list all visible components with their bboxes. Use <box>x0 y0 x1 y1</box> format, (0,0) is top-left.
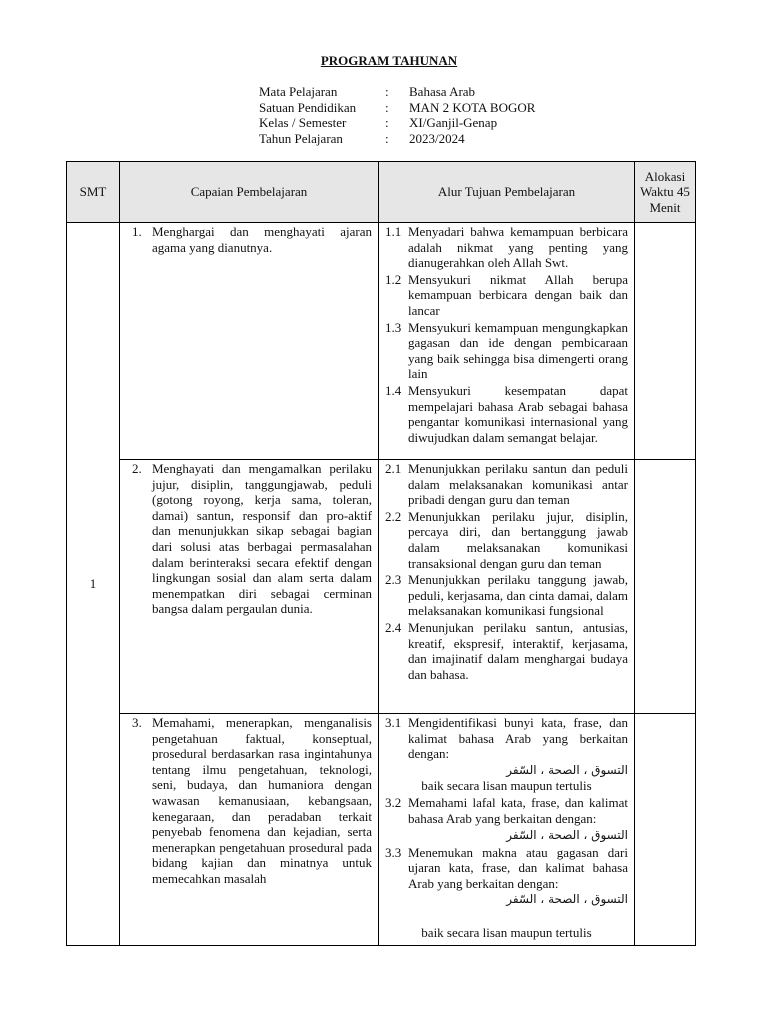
atp-item <box>385 509 628 571</box>
atp-number: 2.2 <box>385 508 402 524</box>
meta-label: Kelas / Semester <box>259 115 347 131</box>
atp-text <box>408 845 628 909</box>
atp-cell <box>379 714 635 946</box>
atp-item <box>385 795 628 843</box>
atp-tail: baik secara lisan maupun tertulis <box>421 777 592 793</box>
atp-item <box>385 845 628 909</box>
atp-text <box>408 715 628 779</box>
table-row <box>67 714 696 946</box>
meta-colon: : <box>385 130 389 146</box>
atp-text: Mensyukuri kesempatan dapat mempelajari bahasa Arab sebagai bahasa pengantar komunikasi internasional yang diwujudkan dalam semangat belajar. <box>408 382 628 445</box>
meta-row-class <box>259 115 535 131</box>
atp-item <box>385 620 628 682</box>
header-alokasi: Alokasi Waktu 45 Menit <box>635 162 696 223</box>
header-alur: Alur Tujuan Pembelajaran <box>379 162 635 223</box>
atp-text <box>408 795 628 843</box>
atp-text: Menyadari bahwa kemampuan berbicara adalah nikmat yang penting yang dianugerahkan oleh Allah Swt. <box>408 224 628 271</box>
meta-value: MAN 2 KOTA BOGOR <box>409 99 536 115</box>
cp-text: Memahami, menerapkan, menganalisis pengetahuan faktual, konseptual, prosedural berdasarkan rasa ingintahunya tentang ilmu pengetahuan, teknologi, seni, budaya, dan humaniora dengan wawasan kemanusiaan, kebangsaan, kenegaraan, dan peradaban terkait penyebab fenomena dan kejadian, serta menerapkan pengetahuan prosedural pada bidang kajian dan minatnya untuk memecahkan masalah <box>152 715 372 886</box>
alokasi-cell <box>635 223 696 460</box>
atp-number: 3.1 <box>385 715 402 730</box>
program-table <box>66 161 696 946</box>
meta-row-subject <box>259 84 535 100</box>
cp-cell <box>120 460 379 714</box>
meta-row-school <box>259 100 535 116</box>
alokasi-cell <box>635 714 696 946</box>
header-smt: SMT <box>67 162 120 223</box>
header-capaian: Capaian Pembelajaran <box>120 162 379 223</box>
atp-text: Menunjukkan perilaku tanggung jawab, peduli, kerjasama, dan cinta damai, dalam melaksanakan komunikasi fungsional <box>408 572 628 619</box>
meta-label: Mata Pelajaran <box>259 84 338 99</box>
atp-number: 2.3 <box>385 572 402 588</box>
atp-number: 2.4 <box>385 619 402 635</box>
atp-cell <box>379 223 635 460</box>
atp-text: Mensyukuri nikmat Allah berupa kemampuan berbicara dengan baik dan lancar <box>408 271 628 318</box>
cp-item <box>126 460 372 617</box>
atp-text: Menunjukkan perilaku santun dan peduli dalam melaksanakan komunikasi antar pribadi dengan guru dan teman <box>408 461 628 508</box>
table-row <box>67 460 696 714</box>
atp-item <box>385 320 628 382</box>
atp-cell <box>379 460 635 714</box>
atp-item <box>385 460 628 508</box>
cp-item <box>126 223 372 255</box>
cp-number: 3. <box>132 715 142 730</box>
atp-number: 1.2 <box>385 271 402 287</box>
atp-item <box>385 383 628 445</box>
meta-value: Bahasa Arab <box>409 84 476 99</box>
semester-cell: 1 <box>67 223 120 946</box>
atp-text: Menunjukan perilaku santun, antusias, kreatif, ekspresif, interaktif, kerjasama, dan imajinatif dalam menghargai budaya dan bahasa. <box>408 619 628 682</box>
meta-colon: : <box>385 99 389 115</box>
atp-text-main: Menemukan makna atau gagasan dari ujaran kata, frase, dan kalimat bahasa Arab yang berkaitan dengan: <box>408 844 628 891</box>
document-meta <box>259 84 535 146</box>
atp-text-main: Memahami lafal kata, frase, dan kalimat bahasa Arab yang berkaitan dengan: <box>408 795 628 826</box>
atp-item <box>385 714 628 779</box>
arabic-topics: التسوق ، الصحة ، السّفر <box>506 762 628 777</box>
atp-number: 3.2 <box>385 795 402 811</box>
cp-cell <box>120 714 379 946</box>
page-title: PROGRAM TAHUNAN <box>320 53 458 68</box>
meta-value: XI/Ganjil-Genap <box>409 115 498 131</box>
atp-text: Mensyukuri kemampuan mengungkapkan gagasan dan ide dengan pembicaraan yang baik sehingga bisa dimengerti orang lain <box>408 319 628 382</box>
meta-label: Tahun Pelajaran <box>259 130 343 146</box>
alokasi-cell <box>635 460 696 714</box>
atp-number: 3.3 <box>385 844 402 860</box>
meta-label: Satuan Pendidikan <box>259 99 357 115</box>
meta-row-year <box>259 131 535 147</box>
meta-value: 2023/2024 <box>409 130 465 146</box>
meta-colon: : <box>385 84 389 99</box>
atp-item <box>385 223 628 271</box>
atp-number: 1.1 <box>385 224 402 239</box>
cp-text: Menghayati dan mengamalkan perilaku jujur, disiplin, tanggungjawab, peduli (gotong royong, kerja sama, toleran, damai) santun, responsif dan pro-aktif dan menunjukkan sikap sebagai bagian dari solusi atas berbagai permasalahan dalam berinteraksi secara efektif dengan lingkungan sosial dan alam serta dalam menempatkan diri sebagai cerminan bangsa dalam pergaulan dunia. <box>152 461 372 617</box>
cp-item <box>126 714 372 887</box>
atp-item <box>385 572 628 619</box>
atp-footer: baik secara lisan maupun tertulis <box>421 925 592 941</box>
atp-text: Menunjukkan perilaku jujur, disiplin, percaya diri, dan bertanggung jawab dalam melaksanakan komunikasi transaksional dengan guru dan teman <box>408 508 628 571</box>
table-header-row <box>67 162 696 223</box>
table-row <box>67 223 696 460</box>
cp-cell <box>120 223 379 460</box>
atp-item <box>385 272 628 319</box>
meta-colon: : <box>385 115 389 131</box>
atp-number: 1.3 <box>385 319 402 335</box>
arabic-topics: التسوق ، الصحة ، السّفر <box>506 892 628 907</box>
atp-text-main: Mengidentifikasi bunyi kata, frase, dan kalimat bahasa Arab yang berkaitan dengan: <box>408 715 628 762</box>
arabic-topics: التسوق ، الصحة ، السّفر <box>506 827 628 842</box>
cp-number: 2. <box>132 461 142 476</box>
atp-number: 1.4 <box>385 382 402 398</box>
atp-number: 2.1 <box>385 461 402 476</box>
cp-text: Menghargai dan menghayati ajaran agama yang dianutnya. <box>152 224 372 255</box>
cp-number: 1. <box>132 224 142 239</box>
